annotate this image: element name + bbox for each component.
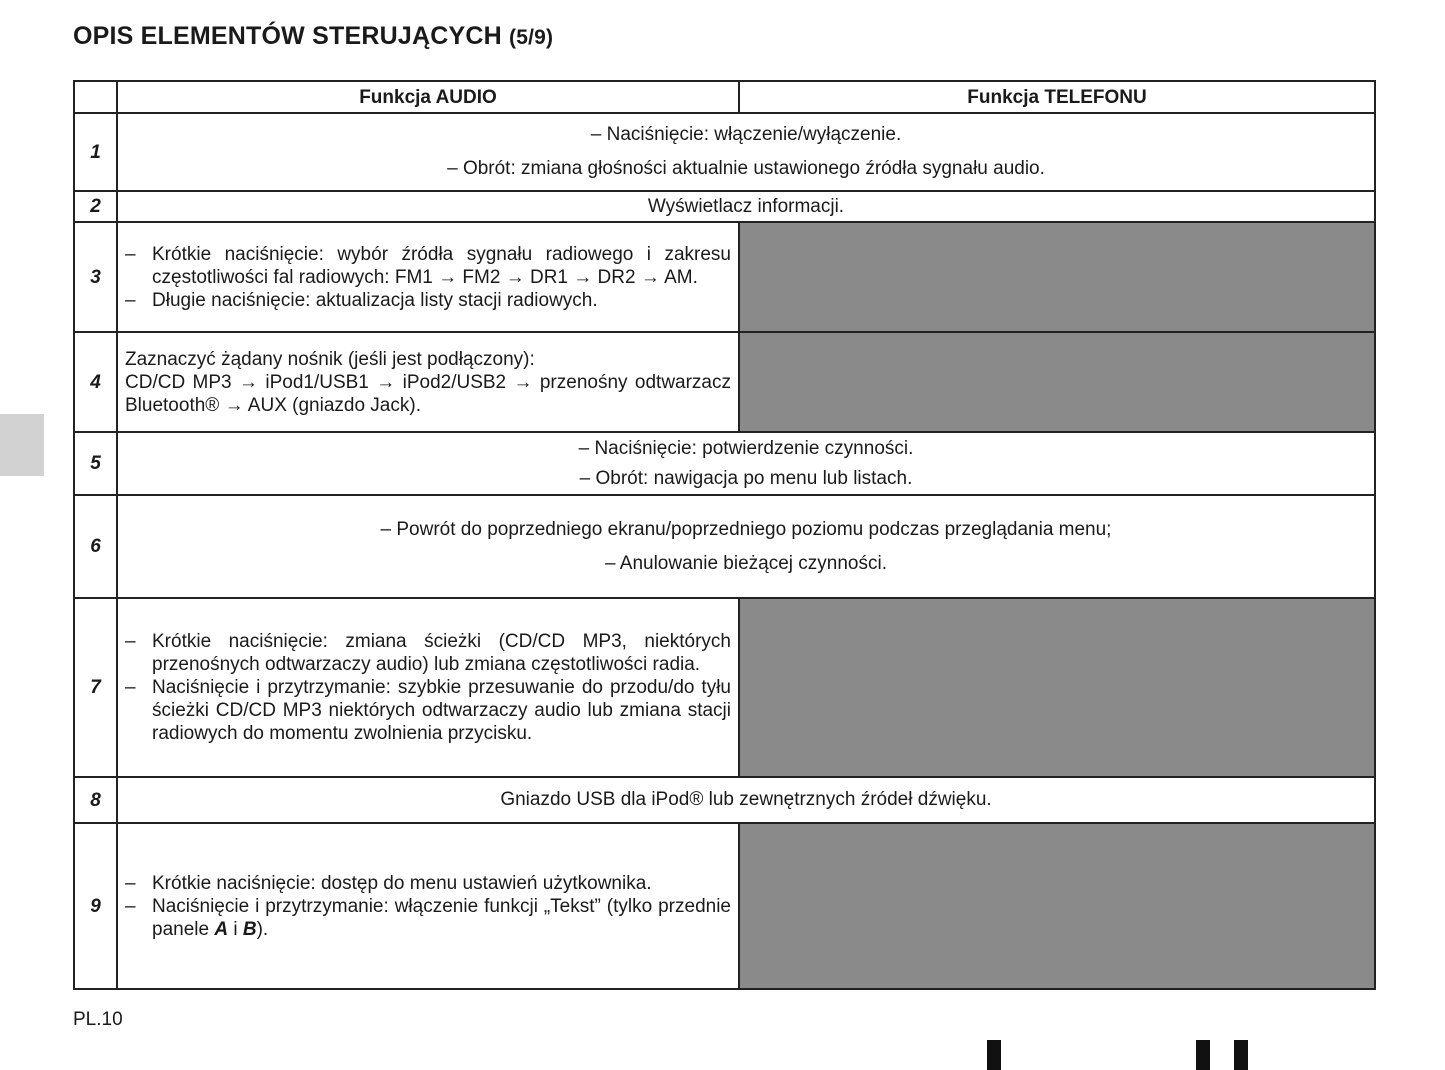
row-number: 1 <box>74 113 117 191</box>
table-row <box>74 432 1375 495</box>
phone-cell-unavailable <box>739 823 1375 989</box>
row-number: 7 <box>74 598 117 777</box>
description-line: Gniazdo USB dla iPod® lub zewnętrznych źródeł dźwięku. <box>500 789 992 810</box>
header-audio: Funkcja AUDIO <box>117 81 739 113</box>
table-row <box>74 222 1375 332</box>
audio-item: – Krótkie naciśnięcie: dostęp do menu ustawień użytkownika. <box>125 872 731 895</box>
audio-item-text: i <box>228 918 243 940</box>
audio-item-list <box>125 872 731 941</box>
audio-item: – Długie naciśnięcie: aktualizacja listy stacji radiowych. <box>125 289 731 312</box>
header-phone: Funkcja TELEFONU <box>739 81 1375 113</box>
description-line: – Anulowanie bieżącej czynności. <box>604 552 887 574</box>
description-line: – Naciśnięcie: włączenie/wyłączenie. <box>590 124 902 145</box>
row-number: 2 <box>74 191 117 222</box>
audio-item-list <box>125 630 731 745</box>
audio-item-text: Naciśnięcie i przytrzymanie: włączenie funkcji „Tekst” (tylko przednie panele <box>152 895 731 940</box>
audio-cell <box>117 598 739 777</box>
row-number: 9 <box>74 823 117 989</box>
audio-cell <box>117 823 739 989</box>
description-line: – Obrót: nawigacja po menu lub listach. <box>579 467 913 489</box>
description-line: – Naciśnięcie: potwierdzenie czynności. <box>578 437 914 459</box>
audio-item: – Krótkie naciśnięcie: wybór źródła sygnału radiowego i zakresu częstotliwości fal radiowych: FM1 → FM2 → DR1 → DR2 → AM. <box>125 243 731 289</box>
phone-cell-unavailable <box>739 332 1375 432</box>
row-description <box>117 777 1375 823</box>
panel-label-b: B <box>242 918 257 940</box>
audio-line: Zaznaczyć żądany nośnik (jeśli jest podłączony): <box>125 348 535 370</box>
panel-label-a: A <box>214 918 229 940</box>
page-number: PL.10 <box>73 1009 123 1030</box>
phone-cell-unavailable <box>739 222 1375 332</box>
phone-cell-unavailable <box>739 598 1375 777</box>
table-row <box>74 332 1375 432</box>
row-description <box>117 191 1375 222</box>
registration-mark <box>987 1040 1001 1070</box>
audio-cell <box>117 222 739 332</box>
audio-item: – Krótkie naciśnięcie: zmiana ścieżki (CD/CD MP3, niektórych przenośnych odtwarzaczy audio) lub zmiana częstotliwości radia. <box>125 630 731 676</box>
header-number <box>74 81 117 113</box>
page-title <box>73 22 553 51</box>
table-row <box>74 191 1375 222</box>
audio-line: CD/CD MP3 → iPod1/USB1 → iPod2/USB2 → przenośny odtwarzacz Bluetooth® → AUX (gniazdo Jack). <box>125 371 731 416</box>
table-row <box>74 823 1375 989</box>
row-number: 3 <box>74 222 117 332</box>
page-title-text: OPIS ELEMENTÓW STERUJĄCYCH <box>73 22 502 50</box>
audio-item: – Naciśnięcie i przytrzymanie: szybkie przesuwanie do przodu/do tyłu ścieżki CD/CD MP3 niektórych odtwarzaczy audio lub zmiana stacji radiowych do momentu zwolnienia przycisku. <box>125 676 731 745</box>
table-row <box>74 777 1375 823</box>
controls-table <box>73 80 1376 990</box>
row-number: 5 <box>74 432 117 495</box>
page-title-suffix: (5/9) <box>509 26 554 49</box>
table-row <box>74 113 1375 191</box>
table-row <box>74 598 1375 777</box>
audio-item-text: ). <box>256 918 269 940</box>
registration-mark <box>1196 1040 1210 1070</box>
description-line: – Powrót do poprzedniego ekranu/poprzedniego poziomu podczas przeglądania menu; <box>380 518 1112 540</box>
registration-mark <box>1234 1040 1248 1070</box>
row-number: 4 <box>74 332 117 432</box>
audio-cell <box>117 332 739 432</box>
row-description <box>117 432 1375 495</box>
description-line: Wyświetlacz informacji. <box>647 195 845 217</box>
row-number: 6 <box>74 495 117 598</box>
chapter-side-tab <box>0 414 44 476</box>
audio-item-list <box>125 243 731 312</box>
row-number: 8 <box>74 777 117 823</box>
row-description <box>117 495 1375 598</box>
table-header-row <box>74 81 1375 113</box>
audio-item <box>125 895 731 941</box>
description-line: – Obrót: zmiana głośności aktualnie ustawionego źródła sygnału audio. <box>447 158 1045 179</box>
table-row <box>74 495 1375 598</box>
row-description <box>117 113 1375 191</box>
